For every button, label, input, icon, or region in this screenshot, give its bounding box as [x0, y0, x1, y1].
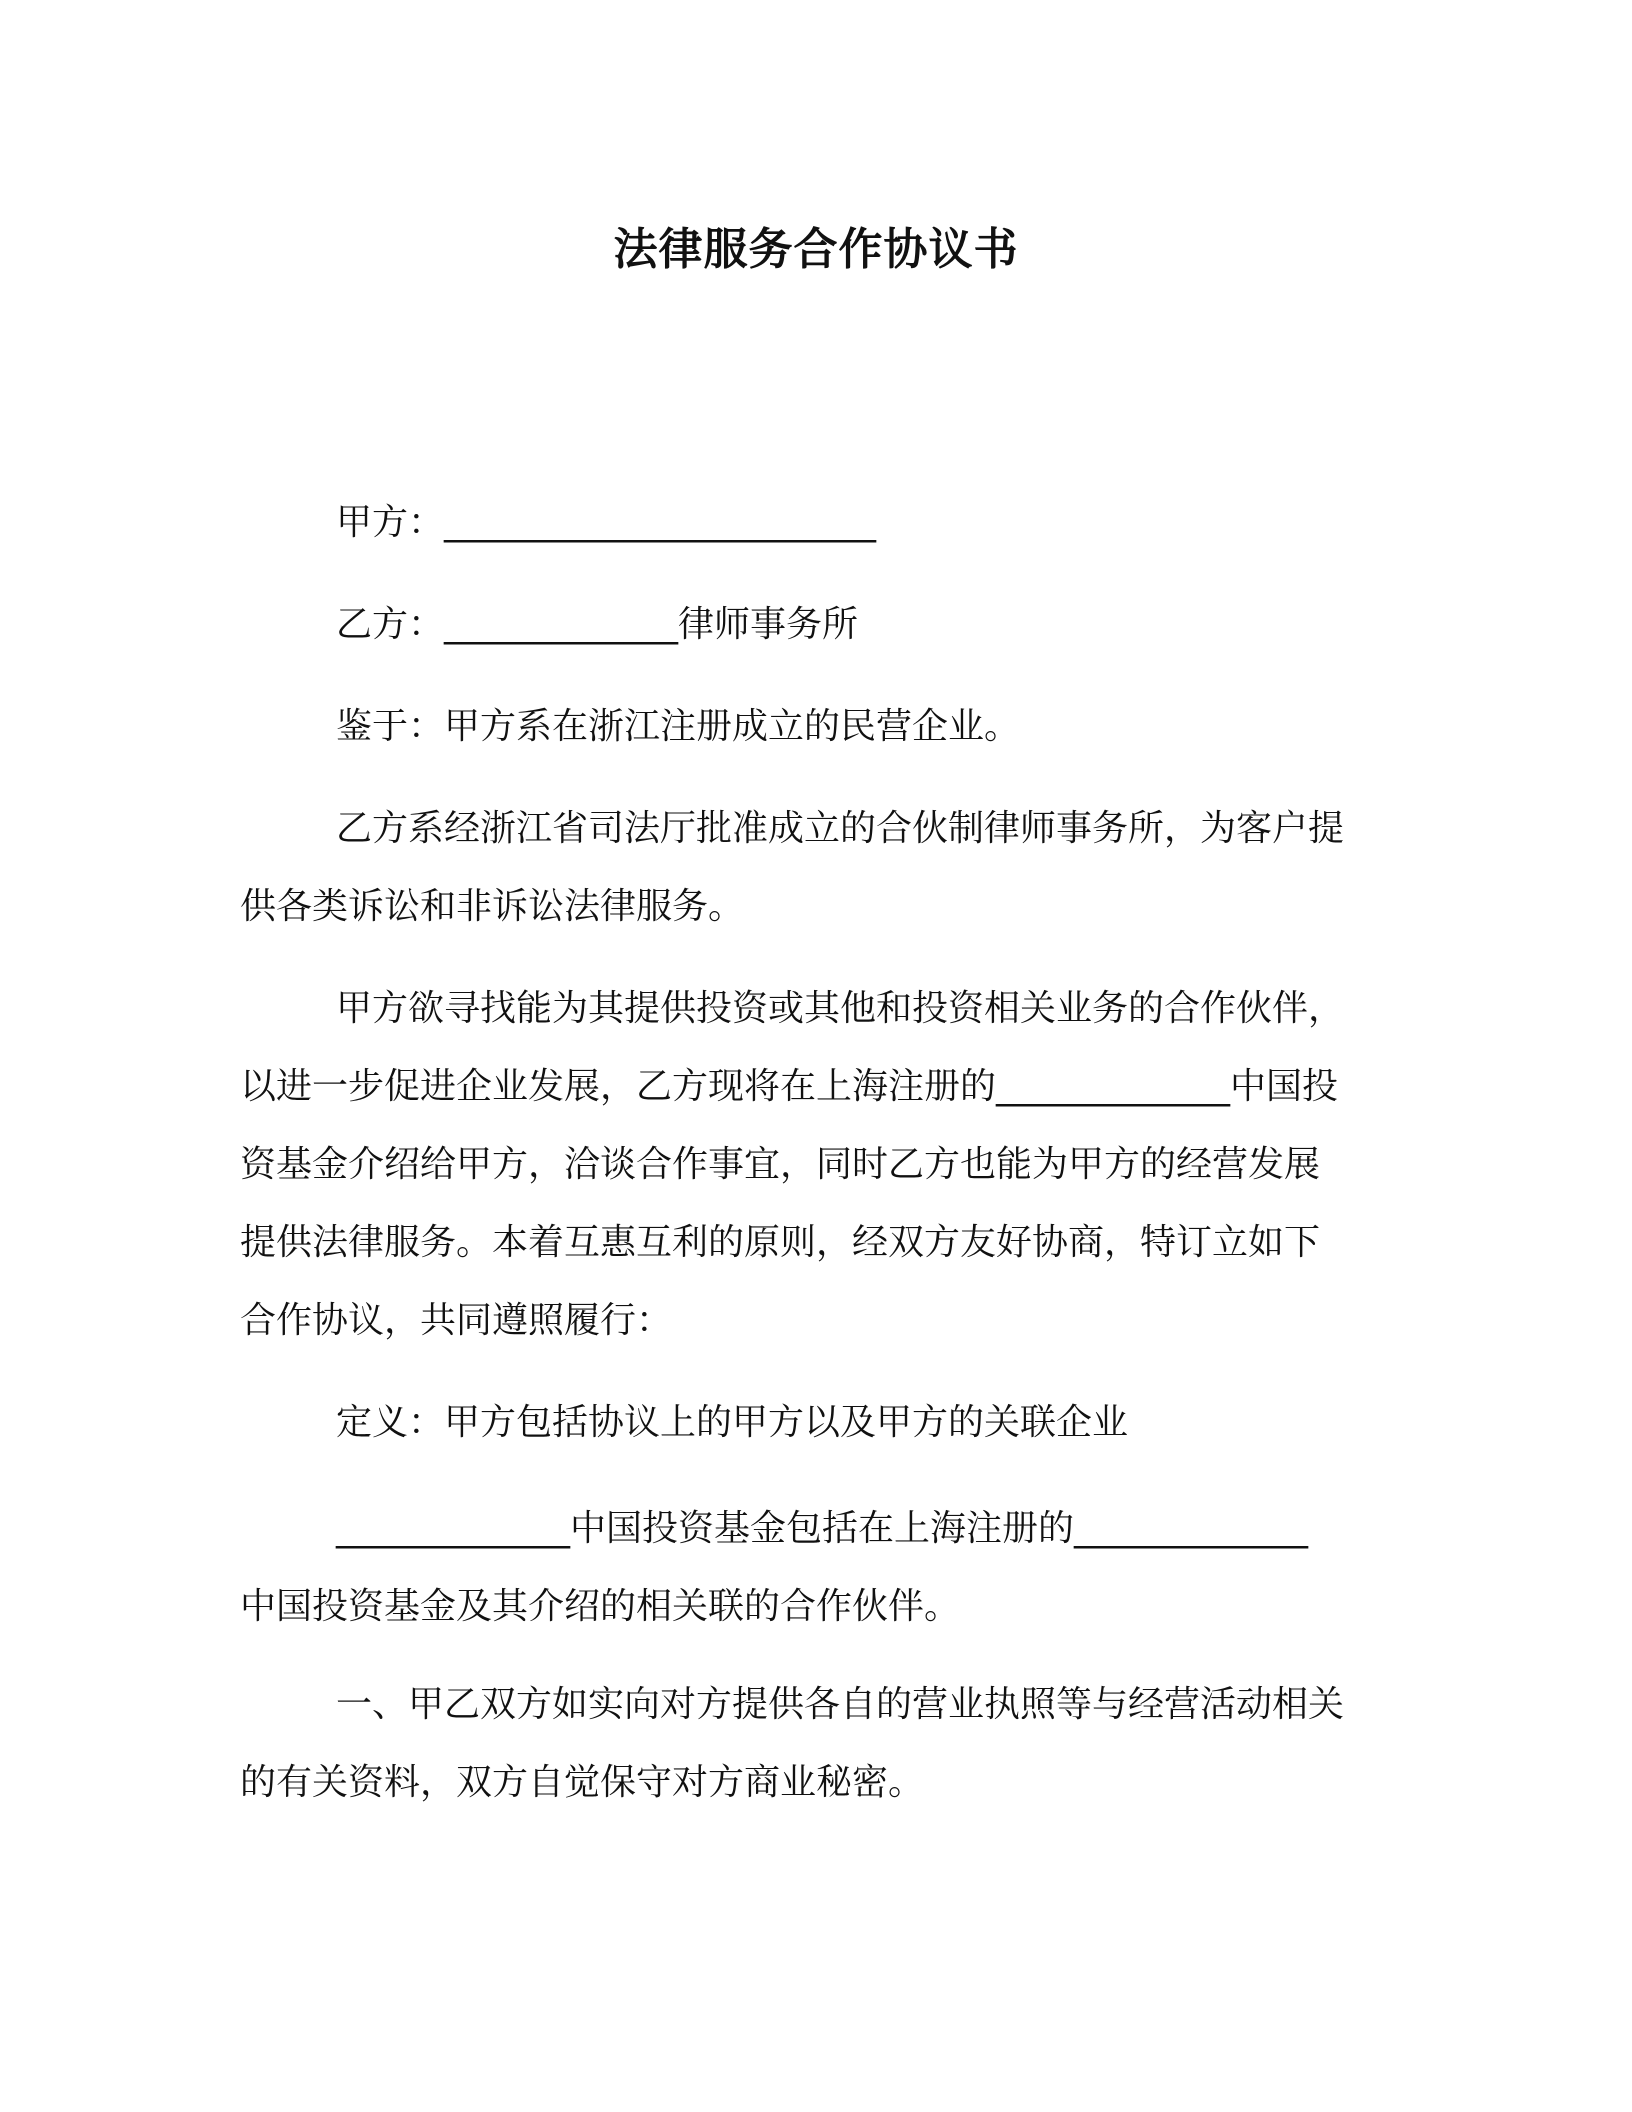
paragraph-line: 合作协议，共同遵照履行：: [240, 1300, 673, 1341]
paragraph-line: 乙方系经浙江省司法厅批准成立的合伙制律师事务所，为客户提: [336, 808, 1345, 849]
party-b-line: 乙方：_____________律师事务所: [336, 604, 859, 645]
paragraph-line: _____________中国投资基金包括在上海注册的_____________: [336, 1508, 1309, 1549]
paragraph-line: 的有关资料，双方自觉保守对方商业秘密。: [240, 1762, 925, 1803]
definition-paragraph: 定义：甲方包括协议上的甲方以及甲方的关联企业: [336, 1402, 1129, 1443]
paragraph-line: 中国投资基金及其介绍的相关联的合作伙伴。: [240, 1586, 961, 1627]
paragraph-line: 以进一步促进企业发展，乙方现将在上海注册的_____________中国投: [240, 1066, 1339, 1107]
document-title: 法律服务合作协议书: [613, 224, 1019, 275]
party-b-description-paragraph: [240, 790, 1390, 946]
definition-fund-paragraph: [240, 1490, 1390, 1646]
paragraph-line: 一、甲乙双方如实向对方提供各自的营业执照等与经营活动相关: [336, 1684, 1345, 1725]
paragraph-line: 供各类诉讼和非诉讼法律服务。: [240, 886, 745, 927]
party-a-line: 甲方：________________________: [336, 502, 877, 543]
purpose-paragraph: [240, 970, 1390, 1360]
paragraph-line: 甲方欲寻找能为其提供投资或其他和投资相关业务的合作伙伴，: [336, 988, 1345, 1029]
paragraph-line: 资基金介绍给甲方，洽谈合作事宜，同时乙方也能为甲方的经营发展: [240, 1144, 1321, 1185]
whereas-paragraph: 鉴于：甲方系在浙江注册成立的民营企业。: [336, 706, 1021, 747]
paragraph-line: 提供法律服务。本着互惠互利的原则，经双方友好协商，特订立如下: [240, 1222, 1321, 1263]
clause-1-paragraph: [240, 1666, 1390, 1822]
